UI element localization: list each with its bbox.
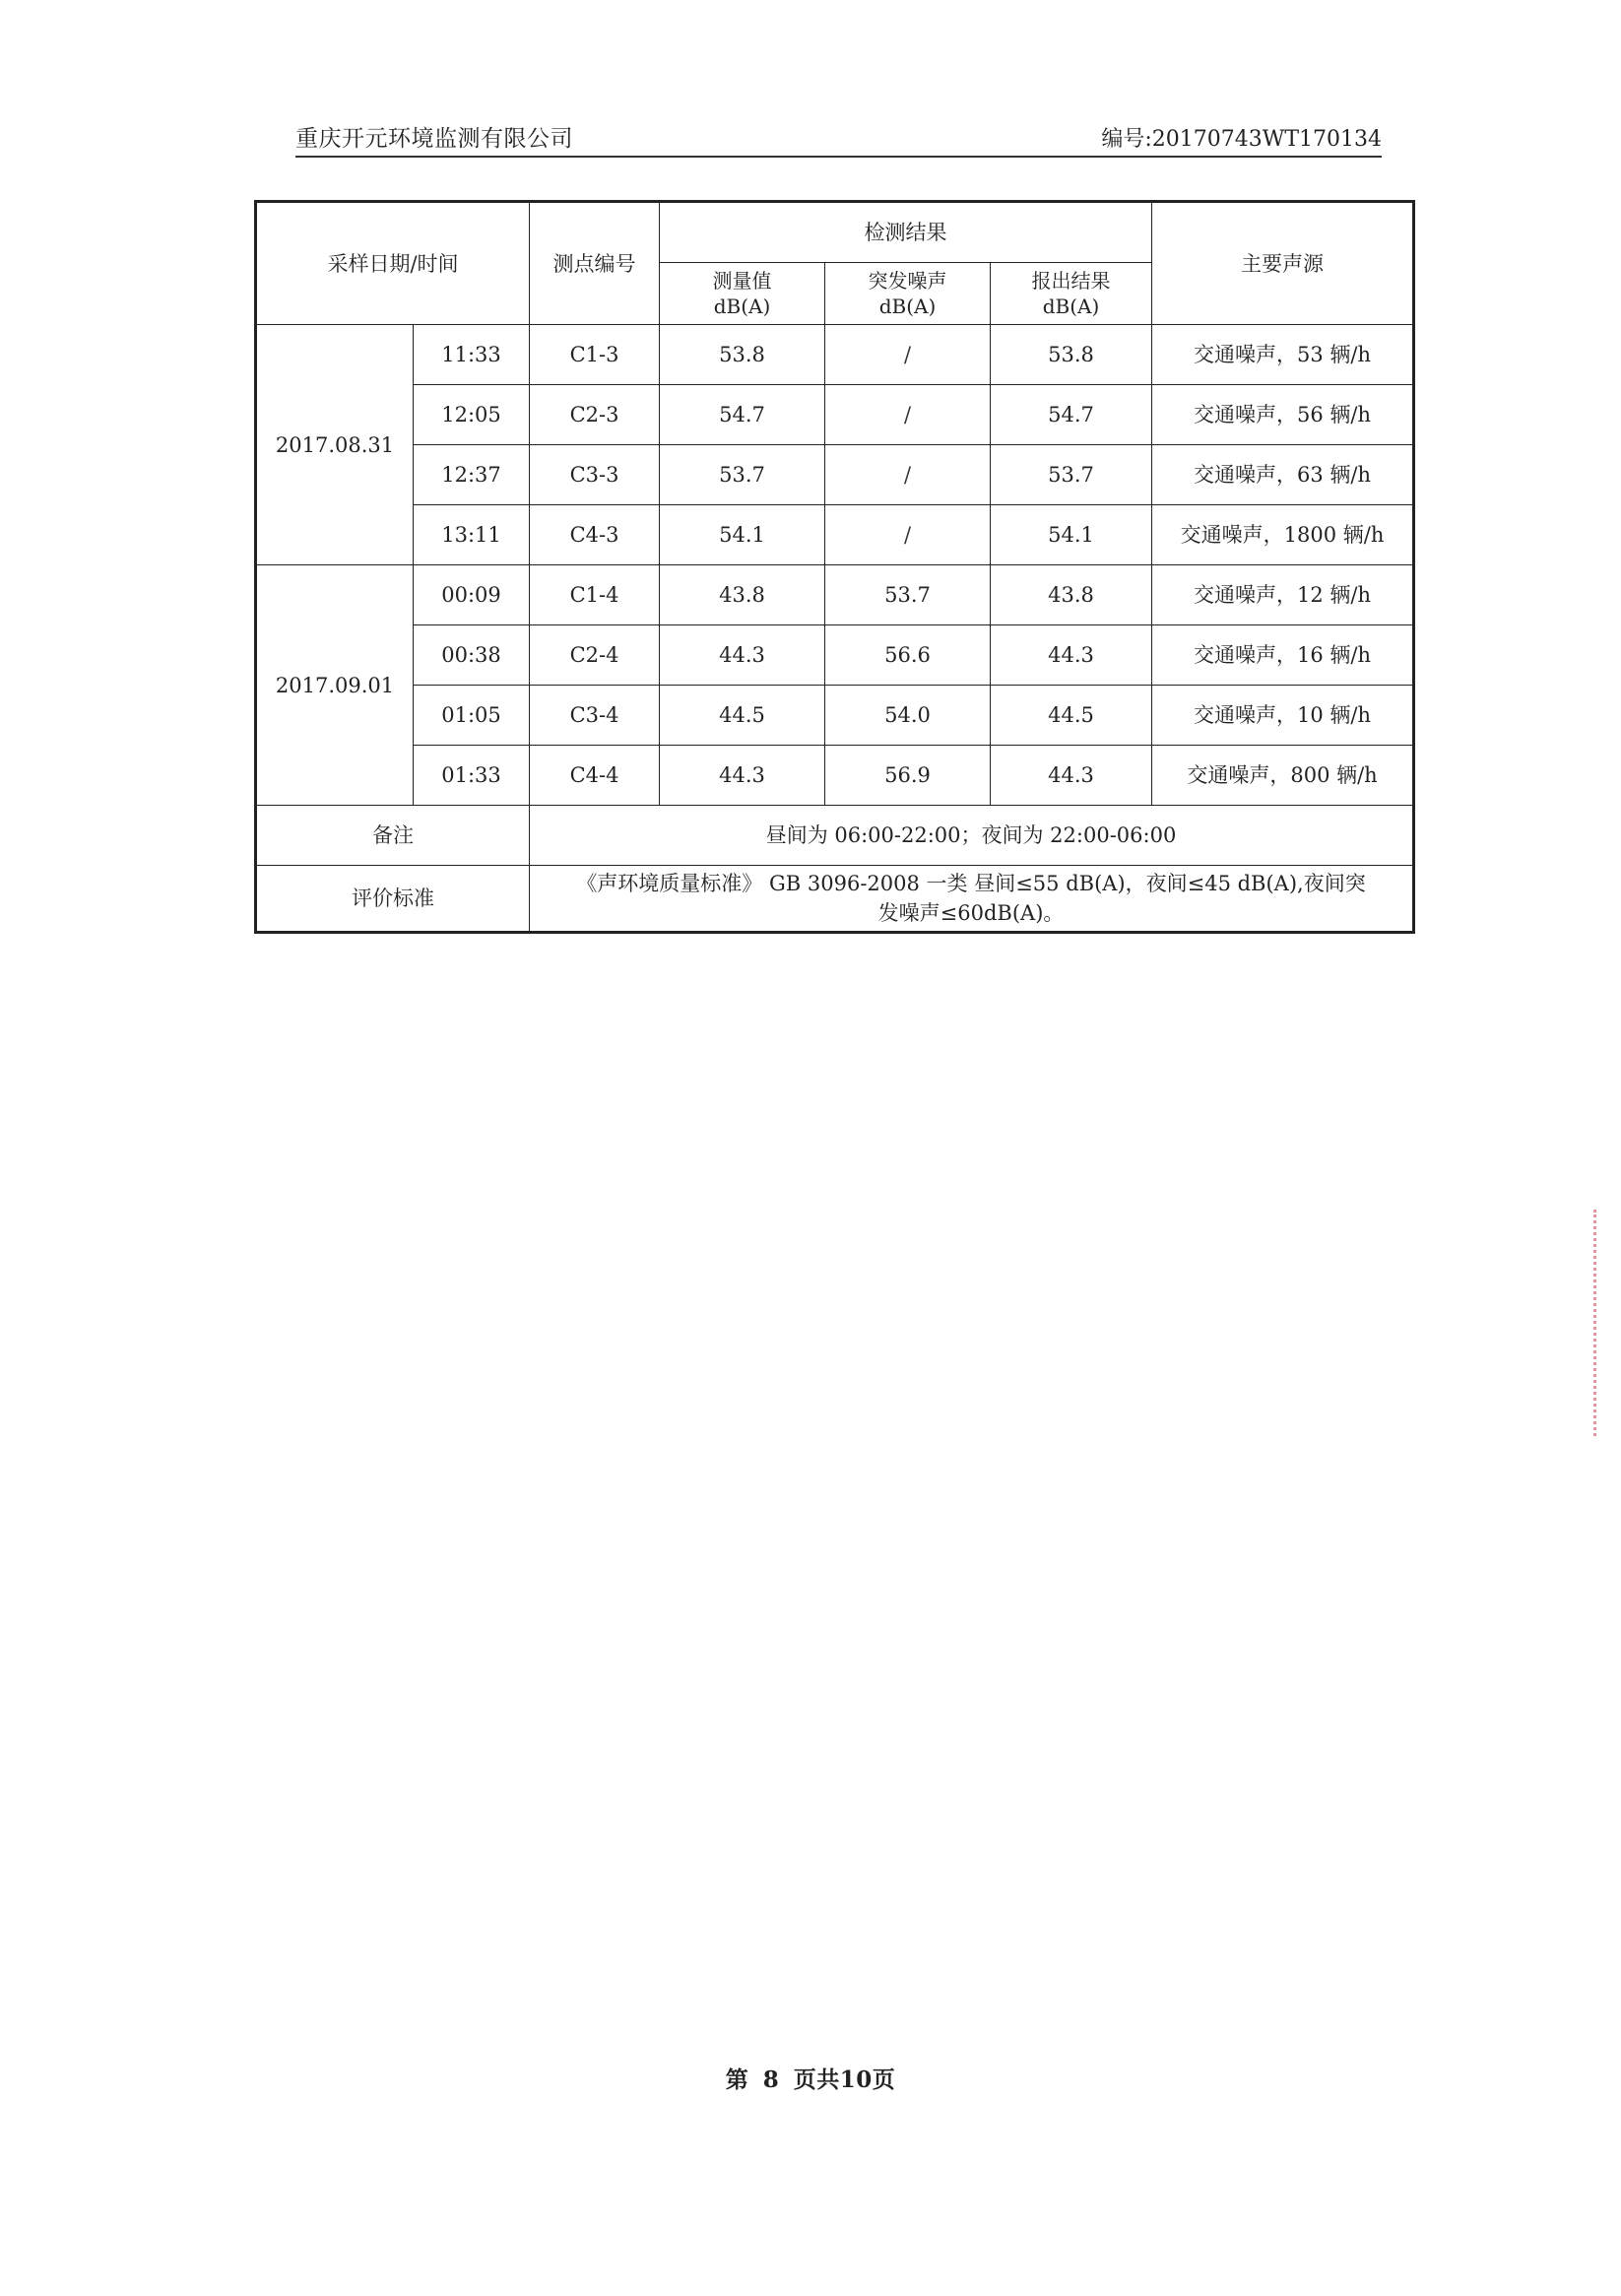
reported-cell: 54.7	[991, 385, 1152, 445]
source-cell: 交通噪声，63 辆/h	[1152, 445, 1414, 505]
noise-results-table-container	[254, 200, 1412, 934]
measured-cell: 53.8	[660, 325, 825, 385]
point-cell: C2-3	[530, 385, 660, 445]
point-cell: C4-3	[530, 505, 660, 565]
table-row	[256, 505, 1414, 565]
reported-cell: 44.5	[991, 686, 1152, 746]
source-cell: 交通噪声，53 辆/h	[1152, 325, 1414, 385]
sudden-cell: 56.9	[825, 746, 991, 806]
header-reported	[991, 263, 1152, 325]
standard-text-line-2: 发噪声≤60dB(A)。	[877, 901, 1065, 925]
reported-cell: 53.7	[991, 445, 1152, 505]
standard-text	[530, 866, 1414, 933]
footer-total-pages: 10	[839, 2066, 873, 2093]
reported-cell: 53.8	[991, 325, 1152, 385]
time-cell: 00:38	[414, 625, 530, 686]
remarks-label: 备注	[256, 806, 530, 866]
header-sampling-datetime: 采样日期/时间	[256, 202, 530, 325]
measured-cell: 53.7	[660, 445, 825, 505]
point-cell: C3-3	[530, 445, 660, 505]
table-row	[256, 746, 1414, 806]
footer-suffix: 页	[872, 2066, 896, 2093]
standard-row	[256, 866, 1414, 933]
table-row	[256, 625, 1414, 686]
header-main-source: 主要声源	[1152, 202, 1414, 325]
header-measured	[660, 263, 825, 325]
header-point-id: 测点编号	[530, 202, 660, 325]
source-cell: 交通噪声，16 辆/h	[1152, 625, 1414, 686]
measured-cell: 44.3	[660, 746, 825, 806]
date-cell: 2017.08.31	[256, 325, 414, 565]
sudden-cell: /	[825, 385, 991, 445]
source-cell: 交通噪声，800 辆/h	[1152, 746, 1414, 806]
measured-cell: 54.7	[660, 385, 825, 445]
remarks-text: 昼间为 06:00-22:00；夜间为 22:00-06:00	[530, 806, 1414, 866]
point-cell: C3-4	[530, 686, 660, 746]
measured-cell: 43.8	[660, 565, 825, 625]
header-measured-unit: dB(A)	[713, 295, 771, 318]
point-cell: C2-4	[530, 625, 660, 686]
time-cell: 01:05	[414, 686, 530, 746]
header-sudden-label: 突发噪声	[868, 269, 947, 293]
header-reported-label: 报出结果	[1031, 269, 1111, 293]
measured-cell: 44.3	[660, 625, 825, 686]
page-footer	[0, 2062, 1621, 2094]
date-cell: 2017.09.01	[256, 565, 414, 806]
sudden-cell: 53.7	[825, 565, 991, 625]
point-cell: C1-4	[530, 565, 660, 625]
measured-cell: 44.5	[660, 686, 825, 746]
reported-cell: 54.1	[991, 505, 1152, 565]
document-number: 编号:20170743WT170134	[1101, 127, 1382, 152]
header-row-1	[256, 202, 1414, 263]
table-row	[256, 686, 1414, 746]
table-row	[256, 565, 1414, 625]
header-sudden	[825, 263, 991, 325]
point-cell: C4-4	[530, 746, 660, 806]
reported-cell: 44.3	[991, 625, 1152, 686]
table-row	[256, 385, 1414, 445]
source-cell: 交通噪声，1800 辆/h	[1152, 505, 1414, 565]
sudden-cell: /	[825, 445, 991, 505]
time-cell: 13:11	[414, 505, 530, 565]
company-name: 重庆开元环境监测有限公司	[295, 126, 573, 152]
standard-label: 评价标准	[256, 866, 530, 933]
time-cell: 12:05	[414, 385, 530, 445]
source-cell: 交通噪声，56 辆/h	[1152, 385, 1414, 445]
sudden-cell: 54.0	[825, 686, 991, 746]
standard-text-line-1: 《声环境质量标准》 GB 3096-2008 一类 昼间≤55 dB(A)，夜间≤45 dB(A),夜间突	[576, 872, 1366, 895]
footer-middle: 页共	[793, 2066, 840, 2093]
time-cell: 12:37	[414, 445, 530, 505]
table-row	[256, 445, 1414, 505]
remarks-row	[256, 806, 1414, 866]
time-cell: 01:33	[414, 746, 530, 806]
sudden-cell: /	[825, 325, 991, 385]
page-header	[295, 116, 1382, 158]
table-row	[256, 325, 1414, 385]
time-cell: 00:09	[414, 565, 530, 625]
header-reported-unit: dB(A)	[1042, 295, 1100, 318]
noise-results-table	[254, 200, 1415, 934]
source-cell: 交通噪声，10 辆/h	[1152, 686, 1414, 746]
sudden-cell: /	[825, 505, 991, 565]
footer-prefix: 第	[725, 2066, 749, 2093]
point-cell: C1-3	[530, 325, 660, 385]
header-measured-label: 测量值	[712, 269, 772, 293]
time-cell: 11:33	[414, 325, 530, 385]
footer-page-number: 8	[762, 2066, 780, 2093]
reported-cell: 44.3	[991, 746, 1152, 806]
source-cell: 交通噪声，12 辆/h	[1152, 565, 1414, 625]
header-results: 检测结果	[660, 202, 1152, 263]
measured-cell: 54.1	[660, 505, 825, 565]
seal-mark	[1593, 1210, 1616, 1436]
reported-cell: 43.8	[991, 565, 1152, 625]
sudden-cell: 56.6	[825, 625, 991, 686]
header-sudden-unit: dB(A)	[878, 295, 937, 318]
